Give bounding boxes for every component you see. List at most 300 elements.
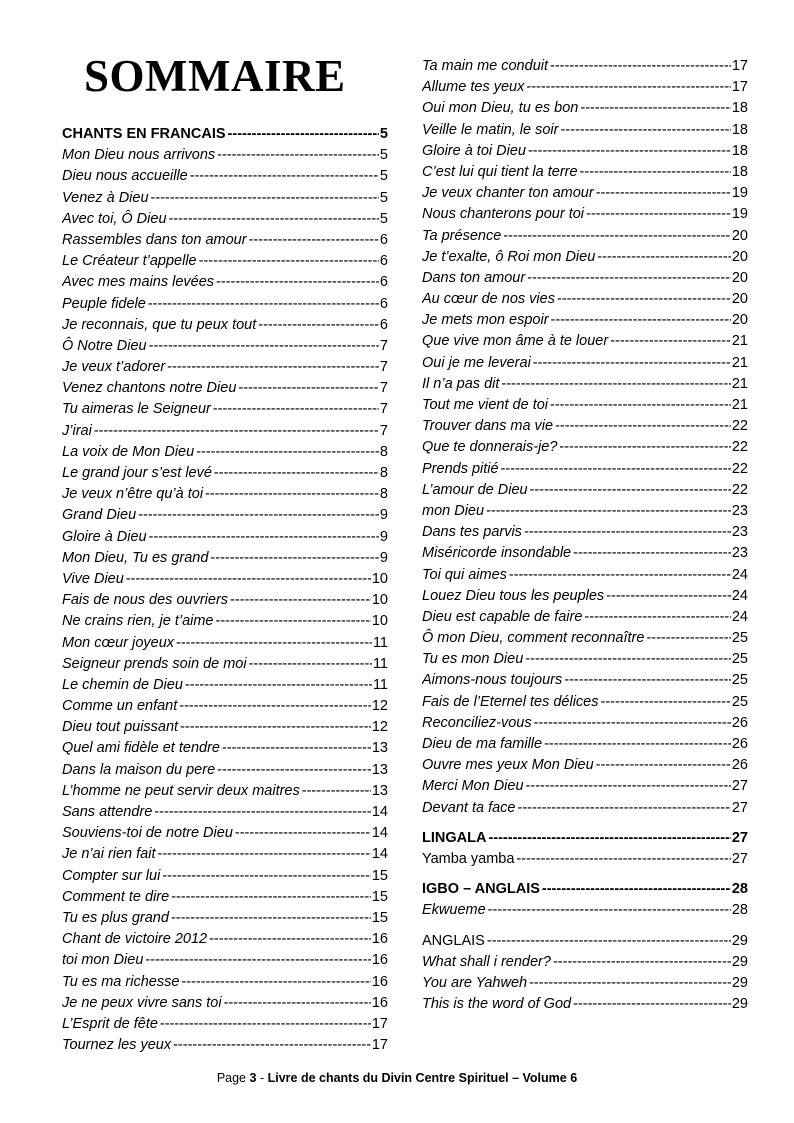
toc-page-number: 21 <box>731 375 748 392</box>
toc-entry-title: Je n’ai rien fait <box>62 846 156 863</box>
toc-leader <box>126 569 371 590</box>
toc-page-number: 8 <box>379 486 388 503</box>
toc-entry-title: Avec toi, Ô Dieu <box>62 210 167 227</box>
toc-leader <box>196 442 379 463</box>
toc-entry[interactable] <box>62 611 388 632</box>
toc-page-number: 21 <box>731 333 748 350</box>
toc-entry[interactable] <box>422 416 748 437</box>
toc-page-number: 7 <box>379 422 388 439</box>
toc-entry[interactable] <box>422 268 748 289</box>
toc-leader <box>179 696 371 717</box>
toc-leader <box>550 56 731 77</box>
toc-leader <box>527 268 731 289</box>
toc-entry[interactable] <box>62 569 388 590</box>
toc-page-number: 23 <box>731 545 748 562</box>
toc-entry-title: Seigneur prends soin de moi <box>62 655 247 672</box>
toc-entry-title: This is the word of God <box>422 996 572 1013</box>
toc-leader <box>553 952 731 973</box>
toc-entry[interactable] <box>62 527 388 548</box>
toc-leader <box>606 586 731 607</box>
toc-entry-title: Tout me vient de toi <box>422 397 549 413</box>
footer-page-label: Page <box>216 1071 247 1085</box>
toc-page-number: 17 <box>731 79 748 96</box>
toc-entry[interactable] <box>62 1014 388 1035</box>
toc-page-number: 24 <box>731 587 748 604</box>
toc-page-number: 12 <box>371 719 388 736</box>
toc-leader <box>190 166 379 187</box>
toc-page-number: 5 <box>379 168 388 185</box>
toc-page-number: 28 <box>731 881 748 898</box>
toc-entry-title: Gloire à toi Dieu <box>422 142 526 159</box>
toc-page-number: 18 <box>731 100 748 117</box>
toc-leader <box>525 649 731 670</box>
toc-entry[interactable] <box>422 162 748 183</box>
toc-entry[interactable] <box>62 548 388 569</box>
toc-entry[interactable] <box>62 972 388 993</box>
toc-entry[interactable] <box>422 713 748 734</box>
toc-leader <box>487 931 731 952</box>
toc-leader <box>526 776 731 797</box>
toc-entry[interactable] <box>62 230 388 251</box>
toc-page-number: 15 <box>371 867 388 884</box>
toc-entry[interactable] <box>62 717 388 738</box>
toc-entry[interactable] <box>422 565 748 586</box>
toc-entry[interactable] <box>62 505 388 526</box>
footer-page-number: 3 <box>249 1071 257 1085</box>
toc-entry-title: Dieu est capable de faire <box>422 608 583 625</box>
toc-entry[interactable] <box>62 315 388 336</box>
toc-page-number: 22 <box>731 439 748 456</box>
toc-leader <box>169 209 379 230</box>
toc-entry-title: Mon cœur joyeux <box>62 634 175 651</box>
toc-leader <box>559 437 730 458</box>
toc-entry-title: Devant ta face <box>422 799 516 816</box>
toc-entry-title: Louez Dieu tous les peuples <box>422 587 605 604</box>
toc-page-number: 18 <box>731 142 748 159</box>
toc-page-number: 9 <box>379 549 388 566</box>
toc-page-number: 13 <box>371 782 388 799</box>
toc-section-heading[interactable] <box>422 828 748 849</box>
toc-entry-title: Dieu tout puissant <box>62 719 179 736</box>
toc-page-number: 16 <box>371 931 388 948</box>
toc-page-number: 17 <box>731 58 748 74</box>
toc-entry-title: Ouvre mes yeux Mon Dieu <box>422 757 594 774</box>
toc-leader <box>199 251 379 272</box>
toc-page-number: 11 <box>372 655 388 672</box>
toc-page-number: 28 <box>731 902 748 919</box>
toc-entry-title: Peuple fidele <box>62 295 146 312</box>
toc-entry-title: L’amour de Dieu <box>422 481 528 498</box>
toc-entry-title: Fais de l’Eternel tes délices <box>422 693 599 710</box>
toc-entry[interactable] <box>422 353 748 374</box>
toc-leader <box>185 675 372 696</box>
toc-page-number: 11 <box>372 634 388 651</box>
toc-entry-title: Oui je me leverai <box>422 354 531 371</box>
toc-leader <box>167 357 379 378</box>
toc-page-number: 14 <box>371 825 388 842</box>
toc-entry-title: Il n’a pas dit <box>422 375 500 392</box>
toc-entry-title: Dans la maison du pere <box>62 761 216 778</box>
toc-entry[interactable] <box>422 247 748 268</box>
toc-entry[interactable] <box>422 522 748 543</box>
toc-entry-title: J’irai <box>62 422 92 439</box>
toc-leader <box>171 887 371 908</box>
toc-page-number: 9 <box>379 528 388 545</box>
toc-leader <box>181 972 370 993</box>
toc-leader <box>544 734 731 755</box>
toc-page-number: 23 <box>731 524 748 541</box>
toc-entry-title: Miséricorde insondable <box>422 545 572 562</box>
toc-entry[interactable] <box>422 628 748 649</box>
toc-entry[interactable] <box>422 755 748 776</box>
toc-page-number: 13 <box>371 761 388 778</box>
toc-page-number: 12 <box>371 698 388 715</box>
toc-leader <box>560 120 730 141</box>
page-footer <box>0 1071 794 1085</box>
toc-entry[interactable] <box>62 251 388 272</box>
toc-leader <box>138 505 379 526</box>
toc-leader <box>573 994 731 1015</box>
toc-leader <box>573 543 731 564</box>
toc-entry-title: Dans ton amour <box>422 269 526 286</box>
toc-entry-title: C’est lui qui tient la terre <box>422 163 578 180</box>
toc-entry[interactable] <box>62 463 388 484</box>
toc-entry[interactable] <box>62 802 388 823</box>
toc-entry-title: Aimons-nous toujours <box>422 672 563 689</box>
toc-leader <box>601 692 731 713</box>
toc-entry[interactable] <box>62 145 388 166</box>
toc-entry[interactable] <box>422 973 748 994</box>
toc-entry[interactable] <box>62 378 388 399</box>
toc-leader <box>214 463 379 484</box>
toc-entry-title: Gloire à Dieu <box>62 528 147 545</box>
toc-entry[interactable] <box>62 866 388 887</box>
toc-page-number: 9 <box>379 507 388 524</box>
toc-leader <box>501 459 731 480</box>
toc-page-number: 22 <box>731 460 748 477</box>
toc-leader <box>528 141 731 162</box>
toc-entry[interactable] <box>62 1035 388 1056</box>
toc-leader <box>162 866 371 887</box>
toc-entry-title: Dans tes parvis <box>422 524 522 541</box>
toc-page-number: 26 <box>731 714 748 731</box>
toc-page-number: 26 <box>731 736 748 752</box>
toc-entry[interactable] <box>62 590 388 611</box>
toc-page-number: 6 <box>379 253 388 270</box>
toc-page-number: 20 <box>731 269 748 286</box>
toc-entry[interactable] <box>62 294 388 315</box>
toc-page-number: 18 <box>731 121 748 138</box>
toc-entry[interactable] <box>422 692 748 713</box>
toc-leader <box>180 717 371 738</box>
toc-leader <box>486 501 731 522</box>
toc-leader <box>216 611 371 632</box>
toc-section-heading[interactable] <box>62 124 388 145</box>
toc-leader <box>580 98 730 119</box>
toc-page-number: 6 <box>379 316 388 333</box>
toc-leader <box>555 416 731 437</box>
toc-entry[interactable] <box>422 374 748 395</box>
toc-page-number: 16 <box>371 952 388 969</box>
toc-leader <box>646 628 730 649</box>
toc-page-number: 19 <box>731 185 748 202</box>
toc-entry[interactable] <box>62 484 388 505</box>
toc-leader <box>550 395 731 416</box>
toc-page-number: 16 <box>371 994 388 1011</box>
toc-entry[interactable] <box>422 289 748 310</box>
toc-page-number: 16 <box>371 973 388 990</box>
toc-page-number: 10 <box>371 570 388 587</box>
toc-entry-title: What shall i render? <box>422 953 551 970</box>
toc-page-number: 22 <box>731 481 748 498</box>
toc-page-number: 29 <box>731 932 748 949</box>
toc-leader <box>217 145 379 166</box>
toc-page-number: 5 <box>379 189 388 206</box>
toc-entry-title: L’Esprit de fête <box>62 1015 158 1032</box>
toc-leader <box>154 802 371 823</box>
toc-leader <box>530 480 731 501</box>
toc-page-number: 6 <box>379 274 388 291</box>
toc-leader <box>524 522 731 543</box>
toc-entry[interactable] <box>422 734 748 755</box>
toc-entry[interactable] <box>62 633 388 654</box>
toc-entry[interactable] <box>422 586 748 607</box>
toc-leader <box>529 973 731 994</box>
toc-page-number: 14 <box>371 804 388 820</box>
toc-page-number: 17 <box>371 1015 388 1032</box>
toc-entry-title: Je t’exalte, ô Roi mon Dieu <box>422 248 596 265</box>
toc-leader <box>217 760 371 781</box>
toc-leader <box>205 484 379 505</box>
section-spacer <box>422 870 748 879</box>
toc-entry-title: Grand Dieu <box>62 507 137 524</box>
toc-leader <box>158 844 371 865</box>
toc-entry-title: Oui mon Dieu, tu es bon <box>422 100 579 117</box>
toc-leader <box>580 162 731 183</box>
toc-entry-title: Dieu de ma famille <box>422 736 543 752</box>
toc-entry[interactable] <box>62 908 388 929</box>
toc-leader <box>149 527 379 548</box>
toc-page-number: 25 <box>731 693 748 710</box>
toc-entry[interactable] <box>62 421 388 442</box>
toc-leader <box>149 336 379 357</box>
toc-entry-title: Avec mes mains levées <box>62 274 215 291</box>
toc-entry-title: Dieu nous accueille <box>62 168 188 185</box>
toc-entry[interactable] <box>62 929 388 950</box>
toc-entry[interactable] <box>422 331 748 352</box>
toc-leader <box>230 590 371 611</box>
toc-entry[interactable] <box>62 993 388 1014</box>
toc-entry[interactable] <box>422 77 748 98</box>
toc-entry[interactable] <box>62 336 388 357</box>
toc-entry-title: CHANTS EN FRANCAIS <box>62 126 226 142</box>
toc-leader <box>610 331 731 352</box>
toc-entry-title: Je ne peux vivre sans toi <box>62 994 222 1011</box>
toc-entry-title: Chant de victoire 2012 <box>62 931 208 948</box>
toc-entry[interactable] <box>422 120 748 141</box>
toc-entry-title: Rassembles dans ton amour <box>62 231 247 248</box>
toc-entry-title: Yamba yamba <box>422 850 515 867</box>
toc-page-number: 6 <box>379 231 388 248</box>
toc-entry[interactable] <box>62 887 388 908</box>
toc-entry-title: Je veux t’adorer <box>62 359 166 376</box>
toc-entry[interactable] <box>422 226 748 247</box>
page-title: SOMMAIRE <box>84 51 346 101</box>
toc-entry[interactable] <box>422 849 748 870</box>
toc-page-number: 25 <box>731 651 748 668</box>
toc-entry-title: Le grand jour s’est levé <box>62 465 212 481</box>
toc-entry-title: Ô Notre Dieu <box>62 337 147 354</box>
toc-entry-title: Ne crains rien, je t’aime <box>62 613 214 630</box>
toc-entry-title: Toi qui aimes <box>422 566 507 583</box>
toc-entry-title: Mon Dieu nous arrivons <box>62 147 216 164</box>
toc-entry[interactable] <box>62 188 388 209</box>
toc-leader <box>235 823 371 844</box>
toc-entry[interactable] <box>422 543 748 564</box>
toc-entry[interactable] <box>422 480 748 501</box>
toc-entry-title: Je veux n’être qu’à toi <box>62 486 204 503</box>
toc-entry-title: Que vive mon âme à te louer <box>422 333 609 350</box>
toc-entry[interactable] <box>422 310 748 331</box>
toc-entry-title: Compter sur lui <box>62 867 161 884</box>
toc-leader <box>176 633 372 654</box>
toc-page-number: 14 <box>371 846 388 863</box>
toc-entry[interactable] <box>422 56 748 77</box>
toc-entry[interactable] <box>422 204 748 225</box>
toc-page-number: 10 <box>371 592 388 609</box>
toc-page-number: 22 <box>731 418 748 435</box>
toc-entry-title: Reconciliez-vous <box>422 714 532 731</box>
toc-entry-title: Prends pitié <box>422 460 499 477</box>
toc-leader <box>224 993 371 1014</box>
toc-entry[interactable] <box>422 501 748 522</box>
toc-entry[interactable] <box>422 183 748 204</box>
toc-page-number: 7 <box>379 380 388 397</box>
toc-entry-title: Venez chantons notre Dieu <box>62 380 237 397</box>
toc-page-number: 8 <box>379 443 388 460</box>
toc-entry[interactable] <box>62 209 388 230</box>
toc-leader <box>171 908 371 929</box>
toc-page-number: 7 <box>379 337 388 354</box>
toc-page-number: 5 <box>379 210 388 227</box>
toc-entry-title: Comment te dire <box>62 888 170 905</box>
toc-entry[interactable] <box>422 98 748 119</box>
toc-page-number: 20 <box>731 227 748 244</box>
toc-leader <box>534 713 731 734</box>
toc-entry[interactable] <box>422 459 748 480</box>
toc-page-number: 8 <box>379 465 388 481</box>
toc-entry-title: IGBO – ANGLAIS <box>422 881 540 898</box>
toc-page-number: 21 <box>731 397 748 413</box>
toc-entry-title: Ta main me conduit <box>422 58 549 74</box>
toc-leader <box>302 781 371 802</box>
toc-entry-title: Comme un enfant <box>62 698 178 715</box>
toc-leader <box>145 950 370 971</box>
toc-page-number: 7 <box>379 359 388 376</box>
toc-entry[interactable] <box>422 994 748 1015</box>
toc-entry[interactable] <box>62 844 388 865</box>
toc-entry-title: Allume tes yeux <box>422 79 525 96</box>
toc-entry-title: toi mon Dieu <box>62 952 144 969</box>
toc-leader <box>213 399 379 420</box>
toc-leader <box>228 124 379 145</box>
toc-page-number: 17 <box>371 1037 388 1054</box>
toc-leader <box>596 755 731 776</box>
toc-page-number: 20 <box>731 248 748 265</box>
toc-leader <box>160 1014 371 1035</box>
toc-leader <box>551 310 731 331</box>
toc-entry[interactable] <box>62 738 388 759</box>
toc-leader <box>596 183 731 204</box>
toc-entry[interactable] <box>62 675 388 696</box>
toc-page-number: 10 <box>371 613 388 630</box>
toc-page-number: 24 <box>731 566 748 583</box>
toc-page-number: 19 <box>731 206 748 223</box>
toc-entry[interactable] <box>422 437 748 458</box>
toc-page-number: 27 <box>731 778 748 795</box>
toc-leader <box>216 272 379 293</box>
toc-entry[interactable] <box>422 141 748 162</box>
toc-entry[interactable] <box>62 654 388 675</box>
toc-entry-title: Le Créateur t’appelle <box>62 253 197 270</box>
toc-leader <box>249 230 379 251</box>
toc-entry-title: Je reconnais, que tu peux tout <box>62 316 257 333</box>
toc-entry[interactable] <box>422 607 748 628</box>
toc-entry[interactable] <box>422 798 748 819</box>
toc-leader <box>557 289 731 310</box>
toc-entry-title: Ô mon Dieu, comment reconnaître <box>422 630 645 647</box>
toc-leader <box>597 247 731 268</box>
toc-entry[interactable] <box>422 900 748 921</box>
toc-entry[interactable] <box>422 952 748 973</box>
toc-entry[interactable] <box>422 931 748 952</box>
toc-entry[interactable] <box>62 950 388 971</box>
toc-entry-title: You are Yahweh <box>422 974 528 991</box>
toc-entry[interactable] <box>62 696 388 717</box>
toc-entry-title: Veille le matin, le soir <box>422 121 559 138</box>
toc-entry[interactable] <box>422 776 748 797</box>
toc-entry[interactable] <box>62 357 388 378</box>
toc-entry[interactable] <box>62 760 388 781</box>
toc-section-heading[interactable] <box>422 879 748 900</box>
toc-entry-title: Tu es ma richesse <box>62 973 180 990</box>
toc-entry[interactable] <box>62 399 388 420</box>
toc-entry[interactable] <box>62 781 388 802</box>
toc-page-number: 25 <box>731 672 748 689</box>
toc-entry[interactable] <box>422 670 748 691</box>
toc-leader <box>209 929 371 950</box>
toc-entry[interactable] <box>62 823 388 844</box>
toc-leader <box>249 654 372 675</box>
toc-entry-title: Ta présence <box>422 227 502 244</box>
toc-entry[interactable] <box>62 272 388 293</box>
toc-entry[interactable] <box>62 166 388 187</box>
toc-page-number: 26 <box>731 757 748 774</box>
toc-leader <box>148 294 379 315</box>
toc-entry[interactable] <box>422 649 748 670</box>
toc-entry[interactable] <box>62 442 388 463</box>
toc-leader <box>564 670 731 691</box>
toc-entry-title: Nous chanterons pour toi <box>422 206 585 223</box>
toc-entry[interactable] <box>422 395 748 416</box>
toc-page-number: 15 <box>371 909 388 926</box>
toc-entry-title: Quel ami fidèle et tendre <box>62 740 220 757</box>
toc-page-number: 25 <box>731 630 748 647</box>
toc-entry-title: mon Dieu <box>422 502 485 519</box>
toc-leader <box>222 738 371 759</box>
toc-entry-title: Vive Dieu <box>62 570 124 587</box>
toc-page-number: 6 <box>379 295 388 312</box>
